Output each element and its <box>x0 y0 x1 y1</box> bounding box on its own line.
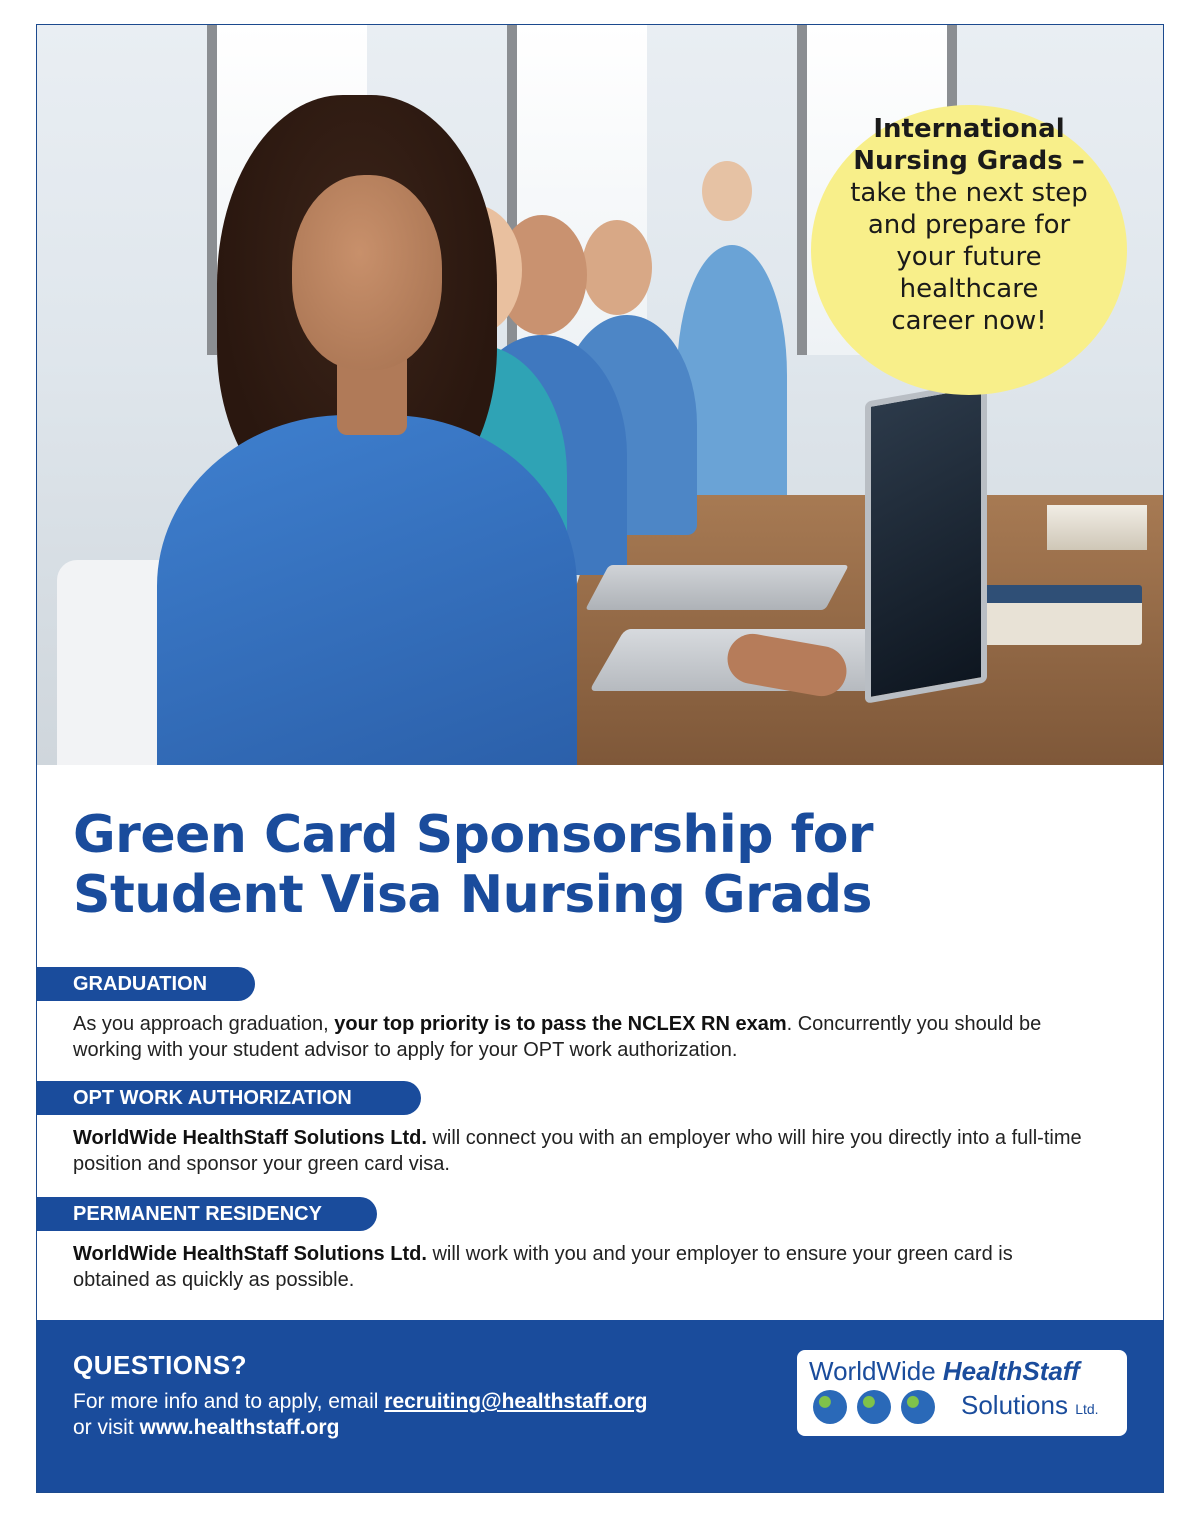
company-name: WorldWide HealthStaff Solutions Ltd. <box>73 1127 427 1149</box>
section-text-residency <box>73 1241 1093 1293</box>
website-line <box>73 1416 339 1440</box>
callout-line: career now! <box>891 306 1047 336</box>
laptop-screen <box>865 380 987 704</box>
section-tag-opt: OPT WORK AUTHORIZATION <box>37 1081 421 1115</box>
book <box>1047 505 1147 550</box>
website-link[interactable]: www.healthstaff.org <box>139 1416 340 1439</box>
globe-icon <box>857 1390 891 1424</box>
section-text-opt <box>73 1125 1093 1177</box>
hero-photo <box>37 25 1164 765</box>
section-text-graduation <box>73 1011 1093 1063</box>
text-span: or visit <box>73 1416 140 1439</box>
laptop <box>585 565 849 610</box>
title-line: Green Card Sponsorship for <box>73 805 874 865</box>
callout-line: your future <box>896 242 1042 272</box>
section-tag-graduation: GRADUATION <box>37 967 255 1001</box>
callout-line: and prepare for <box>867 210 1071 240</box>
logo-word: Ltd. <box>1075 1401 1099 1417</box>
footer-contact <box>37 1320 1164 1493</box>
logo-word: HealthStaff <box>942 1356 1080 1386</box>
text-span: As you approach graduation, <box>73 1013 335 1035</box>
callout-bubble <box>811 105 1127 395</box>
email-link[interactable]: recruiting@healthstaff.org <box>384 1390 648 1413</box>
logo-word: Solutions <box>961 1390 1068 1420</box>
text-bold: your top priority is to pass the NCLEX RN exam <box>334 1013 787 1035</box>
nurse-face <box>292 175 442 370</box>
logo-text <box>961 1390 1099 1421</box>
callout-line: Nursing Grads – <box>853 146 1085 176</box>
globe-icon <box>901 1390 935 1424</box>
globe-icon <box>813 1390 847 1424</box>
title-line: Student Visa Nursing Grads <box>73 865 872 925</box>
text-span: will work with you and your employer to ensure your green card is obtained as quickly as possible. <box>73 1243 1013 1291</box>
student-head <box>582 220 652 315</box>
nurse-figure <box>157 415 577 765</box>
company-name: WorldWide HealthStaff Solutions Ltd. <box>73 1243 427 1265</box>
text-span: For more info and to apply, email <box>73 1390 385 1413</box>
callout-line: take the next step <box>850 178 1088 208</box>
page-title <box>73 805 1133 925</box>
flyer <box>36 24 1164 1493</box>
questions-heading: QUESTIONS? <box>73 1350 248 1380</box>
callout-line: healthcare <box>899 274 1039 304</box>
text-span: . Concurrently you should be working with your student advisor to apply for your OPT work authorization. <box>73 1013 1042 1061</box>
section-tag-residency: PERMANENT RESIDENCY <box>37 1197 377 1231</box>
company-logo <box>797 1350 1127 1436</box>
email-line <box>73 1390 647 1414</box>
student-head <box>702 161 752 221</box>
logo-text <box>809 1356 1080 1387</box>
callout-line: International <box>873 114 1065 144</box>
text-span: will connect you with an employer who will hire you directly into a full-time position and sponsor your green card visa. <box>73 1127 1082 1175</box>
logo-word: WorldWide <box>809 1356 943 1386</box>
